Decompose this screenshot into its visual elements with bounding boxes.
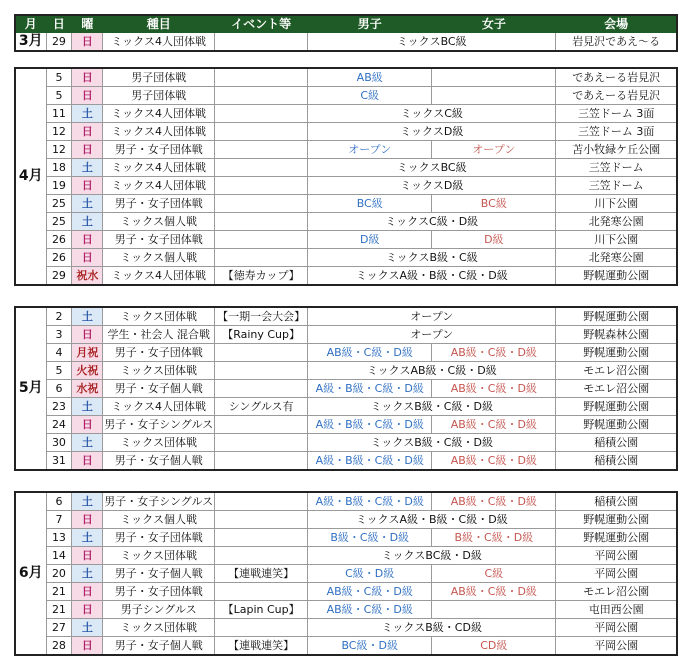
event-cell: 男子・女子個人戦 bbox=[103, 637, 215, 656]
weekday-cell: 土 bbox=[72, 195, 103, 213]
event-cell: 男子・女子団体戦 bbox=[103, 529, 215, 547]
month-label: 5月 bbox=[15, 307, 46, 470]
extra-cell: シングルス有 bbox=[215, 398, 308, 416]
day-cell: 5 bbox=[46, 68, 72, 87]
table-row bbox=[15, 637, 677, 656]
day-cell: 26 bbox=[46, 231, 72, 249]
event-cell: 男子・女子団体戦 bbox=[103, 195, 215, 213]
women-category-cell: AB級・C級・D級 bbox=[432, 344, 556, 362]
category-merged-cell: ミックスC級・D級 bbox=[308, 213, 556, 231]
extra-cell bbox=[215, 249, 308, 267]
table-row bbox=[15, 619, 677, 637]
category-merged-cell: ミックスC級 bbox=[308, 105, 556, 123]
men-category-cell: BC級・D級 bbox=[308, 637, 432, 656]
weekday-cell: 日 bbox=[72, 177, 103, 195]
day-cell: 6 bbox=[46, 492, 72, 511]
extra-cell bbox=[215, 141, 308, 159]
extra-cell: 【連戦連笑】 bbox=[215, 637, 308, 656]
category-merged-cell: ミックスD級 bbox=[308, 123, 556, 141]
event-cell: 男子・女子団体戦 bbox=[103, 583, 215, 601]
table-row bbox=[15, 68, 677, 87]
event-cell: ミックス個人戦 bbox=[103, 511, 215, 529]
weekday-cell: 日 bbox=[72, 123, 103, 141]
day-cell: 24 bbox=[46, 416, 72, 434]
extra-cell: 【Lapin Cup】 bbox=[215, 601, 308, 619]
header-men: 男子 bbox=[308, 15, 432, 33]
extra-cell bbox=[215, 362, 308, 380]
category-merged-cell: ミックスA級・B級・C級・D級 bbox=[308, 267, 556, 286]
extra-cell bbox=[215, 529, 308, 547]
schedule-table-0 bbox=[14, 14, 678, 52]
weekday-cell: 日 bbox=[72, 637, 103, 656]
men-category-cell: AB級 bbox=[308, 68, 432, 87]
category-merged-cell: ミックスBC級・D級 bbox=[308, 547, 556, 565]
men-category-cell: D級 bbox=[308, 231, 432, 249]
venue-cell: 苫小牧緑ケ丘公園 bbox=[556, 141, 677, 159]
month-label: 4月 bbox=[15, 68, 46, 285]
day-cell: 18 bbox=[46, 159, 72, 177]
event-cell: ミックス4人団体戦 bbox=[103, 105, 215, 123]
day-cell: 6 bbox=[46, 380, 72, 398]
day-cell: 7 bbox=[46, 511, 72, 529]
extra-cell bbox=[215, 583, 308, 601]
table-row bbox=[15, 177, 677, 195]
venue-cell: 平岡公園 bbox=[556, 637, 677, 656]
event-cell: 男子・女子シングルス bbox=[103, 416, 215, 434]
venue-cell: 野幌運動公園 bbox=[556, 307, 677, 326]
event-cell: 男子団体戦 bbox=[103, 68, 215, 87]
day-cell: 5 bbox=[46, 87, 72, 105]
table-row bbox=[15, 362, 677, 380]
table-row bbox=[15, 267, 677, 286]
table-row bbox=[15, 344, 677, 362]
venue-cell: 川下公園 bbox=[556, 195, 677, 213]
category-merged-cell: ミックスAB級・C級・D級 bbox=[308, 362, 556, 380]
men-category-cell: AB級・C級・D級 bbox=[308, 344, 432, 362]
weekday-cell: 土 bbox=[72, 565, 103, 583]
weekday-cell: 日 bbox=[72, 583, 103, 601]
header-extra: イベント等 bbox=[215, 15, 308, 33]
event-cell: ミックス4人団体戦 bbox=[103, 159, 215, 177]
venue-cell: 野幌森林公園 bbox=[556, 326, 677, 344]
venue-cell: 三笠ドーム bbox=[556, 177, 677, 195]
venue-cell: 北発寒公園 bbox=[556, 213, 677, 231]
venue-cell: 野幌運動公園 bbox=[556, 344, 677, 362]
extra-cell bbox=[215, 105, 308, 123]
table-row bbox=[15, 141, 677, 159]
men-category-cell: B級・C級・D級 bbox=[308, 529, 432, 547]
extra-cell: 【一期一会大会】 bbox=[215, 307, 308, 326]
weekday-cell: 日 bbox=[72, 141, 103, 159]
event-cell: 男子・女子シングルス bbox=[103, 492, 215, 511]
month-label: 3月 bbox=[15, 33, 46, 52]
table-row bbox=[15, 249, 677, 267]
day-cell: 25 bbox=[46, 195, 72, 213]
extra-cell bbox=[215, 452, 308, 471]
venue-cell: 三笠ドーム 3面 bbox=[556, 123, 677, 141]
weekday-cell: 火祝 bbox=[72, 362, 103, 380]
header-month: 月 bbox=[15, 15, 46, 33]
men-category-cell: AB級・C級・D級 bbox=[308, 601, 432, 619]
month-label: 6月 bbox=[15, 492, 46, 655]
venue-cell: 三笠ドーム bbox=[556, 159, 677, 177]
women-category-cell: オープン bbox=[432, 141, 556, 159]
venue-cell: 野幌運動公園 bbox=[556, 398, 677, 416]
header-dow: 曜 bbox=[72, 15, 103, 33]
day-cell: 12 bbox=[46, 141, 72, 159]
weekday-cell: 土 bbox=[72, 105, 103, 123]
men-category-cell: BC級 bbox=[308, 195, 432, 213]
women-category-cell: B級・C級・D級 bbox=[432, 529, 556, 547]
day-cell: 21 bbox=[46, 601, 72, 619]
category-merged-cell: ミックスB級・CD級 bbox=[308, 619, 556, 637]
table-row bbox=[15, 105, 677, 123]
weekday-cell: 土 bbox=[72, 619, 103, 637]
category-merged-cell: ミックスB級・C級・D級 bbox=[308, 398, 556, 416]
table-row bbox=[15, 492, 677, 511]
men-category-cell: A級・B級・C級・D級 bbox=[308, 452, 432, 471]
day-cell: 26 bbox=[46, 249, 72, 267]
schedule-table-3 bbox=[14, 491, 678, 656]
table-row bbox=[15, 398, 677, 416]
header-women: 女子 bbox=[432, 15, 556, 33]
weekday-cell: 日 bbox=[72, 547, 103, 565]
weekday-cell: 祝水 bbox=[72, 267, 103, 286]
weekday-cell: 土 bbox=[72, 213, 103, 231]
weekday-cell: 日 bbox=[72, 33, 103, 52]
table-row bbox=[15, 380, 677, 398]
day-cell: 27 bbox=[46, 619, 72, 637]
extra-cell bbox=[215, 511, 308, 529]
venue-cell: であえーる岩見沢 bbox=[556, 87, 677, 105]
event-cell: ミックス4人団体戦 bbox=[103, 398, 215, 416]
event-cell: 男子・女子団体戦 bbox=[103, 231, 215, 249]
header-venue: 会場 bbox=[556, 15, 677, 33]
table-row bbox=[15, 307, 677, 326]
day-cell: 25 bbox=[46, 213, 72, 231]
women-category-cell: D級 bbox=[432, 231, 556, 249]
event-cell: ミックス4人団体戦 bbox=[103, 33, 215, 52]
day-cell: 13 bbox=[46, 529, 72, 547]
weekday-cell: 日 bbox=[72, 326, 103, 344]
event-cell: 男子団体戦 bbox=[103, 87, 215, 105]
extra-cell bbox=[215, 380, 308, 398]
women-category-cell bbox=[432, 601, 556, 619]
extra-cell bbox=[215, 177, 308, 195]
venue-cell: 野幌運動公園 bbox=[556, 416, 677, 434]
women-category-cell bbox=[432, 87, 556, 105]
day-cell: 2 bbox=[46, 307, 72, 326]
extra-cell bbox=[215, 619, 308, 637]
men-category-cell: A級・B級・C級・D級 bbox=[308, 416, 432, 434]
venue-cell: 平岡公園 bbox=[556, 547, 677, 565]
women-category-cell: C級 bbox=[432, 565, 556, 583]
event-cell: ミックス4人団体戦 bbox=[103, 267, 215, 286]
table-row bbox=[15, 434, 677, 452]
day-cell: 12 bbox=[46, 123, 72, 141]
day-cell: 5 bbox=[46, 362, 72, 380]
category-merged-cell: ミックスB級・C級 bbox=[308, 249, 556, 267]
women-category-cell: BC級 bbox=[432, 195, 556, 213]
category-merged-cell: ミックスBC級 bbox=[308, 159, 556, 177]
day-cell: 23 bbox=[46, 398, 72, 416]
table-row bbox=[15, 416, 677, 434]
weekday-cell: 日 bbox=[72, 601, 103, 619]
table-row bbox=[15, 326, 677, 344]
venue-cell: 屯田西公園 bbox=[556, 601, 677, 619]
day-cell: 28 bbox=[46, 637, 72, 656]
header-day: 日 bbox=[46, 15, 72, 33]
table-row bbox=[15, 529, 677, 547]
table-row bbox=[15, 547, 677, 565]
event-cell: 男子・女子個人戦 bbox=[103, 452, 215, 471]
venue-cell: モエレ沼公園 bbox=[556, 380, 677, 398]
category-merged-cell: ミックスA級・B級・C級・D級 bbox=[308, 511, 556, 529]
weekday-cell: 土 bbox=[72, 398, 103, 416]
venue-cell: モエレ沼公園 bbox=[556, 583, 677, 601]
venue-cell: 稲積公園 bbox=[556, 434, 677, 452]
event-cell: ミックス団体戦 bbox=[103, 307, 215, 326]
weekday-cell: 水祝 bbox=[72, 380, 103, 398]
men-category-cell: AB級・C級・D級 bbox=[308, 583, 432, 601]
day-cell: 29 bbox=[46, 267, 72, 286]
event-cell: ミックス団体戦 bbox=[103, 434, 215, 452]
table-row bbox=[15, 231, 677, 249]
event-cell: 男子・女子団体戦 bbox=[103, 344, 215, 362]
venue-cell: モエレ沼公園 bbox=[556, 362, 677, 380]
extra-cell bbox=[215, 87, 308, 105]
day-cell: 30 bbox=[46, 434, 72, 452]
venue-cell: 野幌運動公園 bbox=[556, 267, 677, 286]
men-category-cell: A級・B級・C級・D級 bbox=[308, 492, 432, 511]
header-row bbox=[15, 15, 677, 33]
venue-cell: 岩見沢であえ～る bbox=[556, 33, 677, 52]
weekday-cell: 日 bbox=[72, 87, 103, 105]
weekday-cell: 日 bbox=[72, 249, 103, 267]
schedule-table-1 bbox=[14, 67, 678, 286]
extra-cell bbox=[215, 123, 308, 141]
extra-cell bbox=[215, 344, 308, 362]
category-merged-cell: ミックスBC級 bbox=[308, 33, 556, 52]
venue-cell: 野幌運動公園 bbox=[556, 511, 677, 529]
extra-cell bbox=[215, 492, 308, 511]
women-category-cell: AB級・C級・D級 bbox=[432, 583, 556, 601]
venue-cell: 平岡公園 bbox=[556, 619, 677, 637]
women-category-cell: AB級・C級・D級 bbox=[432, 380, 556, 398]
event-cell: 男子・女子団体戦 bbox=[103, 141, 215, 159]
table-row bbox=[15, 511, 677, 529]
table-row bbox=[15, 195, 677, 213]
day-cell: 14 bbox=[46, 547, 72, 565]
venue-cell: 川下公園 bbox=[556, 231, 677, 249]
weekday-cell: 土 bbox=[72, 529, 103, 547]
men-category-cell: オープン bbox=[308, 141, 432, 159]
weekday-cell: 日 bbox=[72, 416, 103, 434]
table-row bbox=[15, 87, 677, 105]
table-row bbox=[15, 159, 677, 177]
weekday-cell: 月祝 bbox=[72, 344, 103, 362]
weekday-cell: 日 bbox=[72, 511, 103, 529]
category-merged-cell: ミックスD級 bbox=[308, 177, 556, 195]
women-category-cell bbox=[432, 68, 556, 87]
venue-cell: 稲積公園 bbox=[556, 452, 677, 471]
day-cell: 20 bbox=[46, 565, 72, 583]
event-cell: ミックス団体戦 bbox=[103, 619, 215, 637]
header-event: 種目 bbox=[103, 15, 215, 33]
extra-cell bbox=[215, 195, 308, 213]
men-category-cell: A級・B級・C級・D級 bbox=[308, 380, 432, 398]
event-cell: 男子・女子個人戦 bbox=[103, 380, 215, 398]
schedule-table-2 bbox=[14, 306, 678, 471]
venue-cell: であえーる岩見沢 bbox=[556, 68, 677, 87]
table-row bbox=[15, 452, 677, 471]
extra-cell: 【連戦連笑】 bbox=[215, 565, 308, 583]
category-merged-cell: オープン bbox=[308, 326, 556, 344]
extra-cell bbox=[215, 68, 308, 87]
women-category-cell: AB級・C級・D級 bbox=[432, 416, 556, 434]
extra-cell bbox=[215, 33, 308, 52]
extra-cell bbox=[215, 547, 308, 565]
women-category-cell: AB級・C級・D級 bbox=[432, 492, 556, 511]
day-cell: 11 bbox=[46, 105, 72, 123]
table-row bbox=[15, 583, 677, 601]
category-merged-cell: オープン bbox=[308, 307, 556, 326]
weekday-cell: 日 bbox=[72, 68, 103, 87]
women-category-cell: CD級 bbox=[432, 637, 556, 656]
extra-cell: 【徳寿カップ】 bbox=[215, 267, 308, 286]
event-cell: 男子・女子個人戦 bbox=[103, 565, 215, 583]
weekday-cell: 土 bbox=[72, 159, 103, 177]
day-cell: 4 bbox=[46, 344, 72, 362]
event-cell: ミックス団体戦 bbox=[103, 547, 215, 565]
venue-cell: 三笠ドーム 3面 bbox=[556, 105, 677, 123]
table-row bbox=[15, 565, 677, 583]
event-cell: ミックス団体戦 bbox=[103, 362, 215, 380]
event-cell: 学生・社会人 混合戦 bbox=[103, 326, 215, 344]
day-cell: 31 bbox=[46, 452, 72, 471]
weekday-cell: 土 bbox=[72, 492, 103, 511]
day-cell: 21 bbox=[46, 583, 72, 601]
weekday-cell: 日 bbox=[72, 452, 103, 471]
venue-cell: 平岡公園 bbox=[556, 565, 677, 583]
day-cell: 19 bbox=[46, 177, 72, 195]
men-category-cell: C級・D級 bbox=[308, 565, 432, 583]
table-row bbox=[15, 213, 677, 231]
day-cell: 3 bbox=[46, 326, 72, 344]
weekday-cell: 日 bbox=[72, 231, 103, 249]
extra-cell bbox=[215, 213, 308, 231]
event-cell: 男子シングルス bbox=[103, 601, 215, 619]
extra-cell bbox=[215, 231, 308, 249]
event-cell: ミックス個人戦 bbox=[103, 213, 215, 231]
table-row bbox=[15, 123, 677, 141]
venue-cell: 北発寒公園 bbox=[556, 249, 677, 267]
women-category-cell: AB級・C級・D級 bbox=[432, 452, 556, 471]
event-cell: ミックス個人戦 bbox=[103, 249, 215, 267]
weekday-cell: 土 bbox=[72, 307, 103, 326]
day-cell: 29 bbox=[46, 33, 72, 52]
venue-cell: 稲積公園 bbox=[556, 492, 677, 511]
extra-cell bbox=[215, 434, 308, 452]
table-row bbox=[15, 33, 677, 52]
event-cell: ミックス4人団体戦 bbox=[103, 177, 215, 195]
category-merged-cell: ミックスB級・C級・D級 bbox=[308, 434, 556, 452]
men-category-cell: C級 bbox=[308, 87, 432, 105]
table-row bbox=[15, 601, 677, 619]
extra-cell bbox=[215, 416, 308, 434]
extra-cell: 【Rainy Cup】 bbox=[215, 326, 308, 344]
event-cell: ミックス4人団体戦 bbox=[103, 123, 215, 141]
extra-cell bbox=[215, 159, 308, 177]
weekday-cell: 土 bbox=[72, 434, 103, 452]
venue-cell: 野幌運動公園 bbox=[556, 529, 677, 547]
